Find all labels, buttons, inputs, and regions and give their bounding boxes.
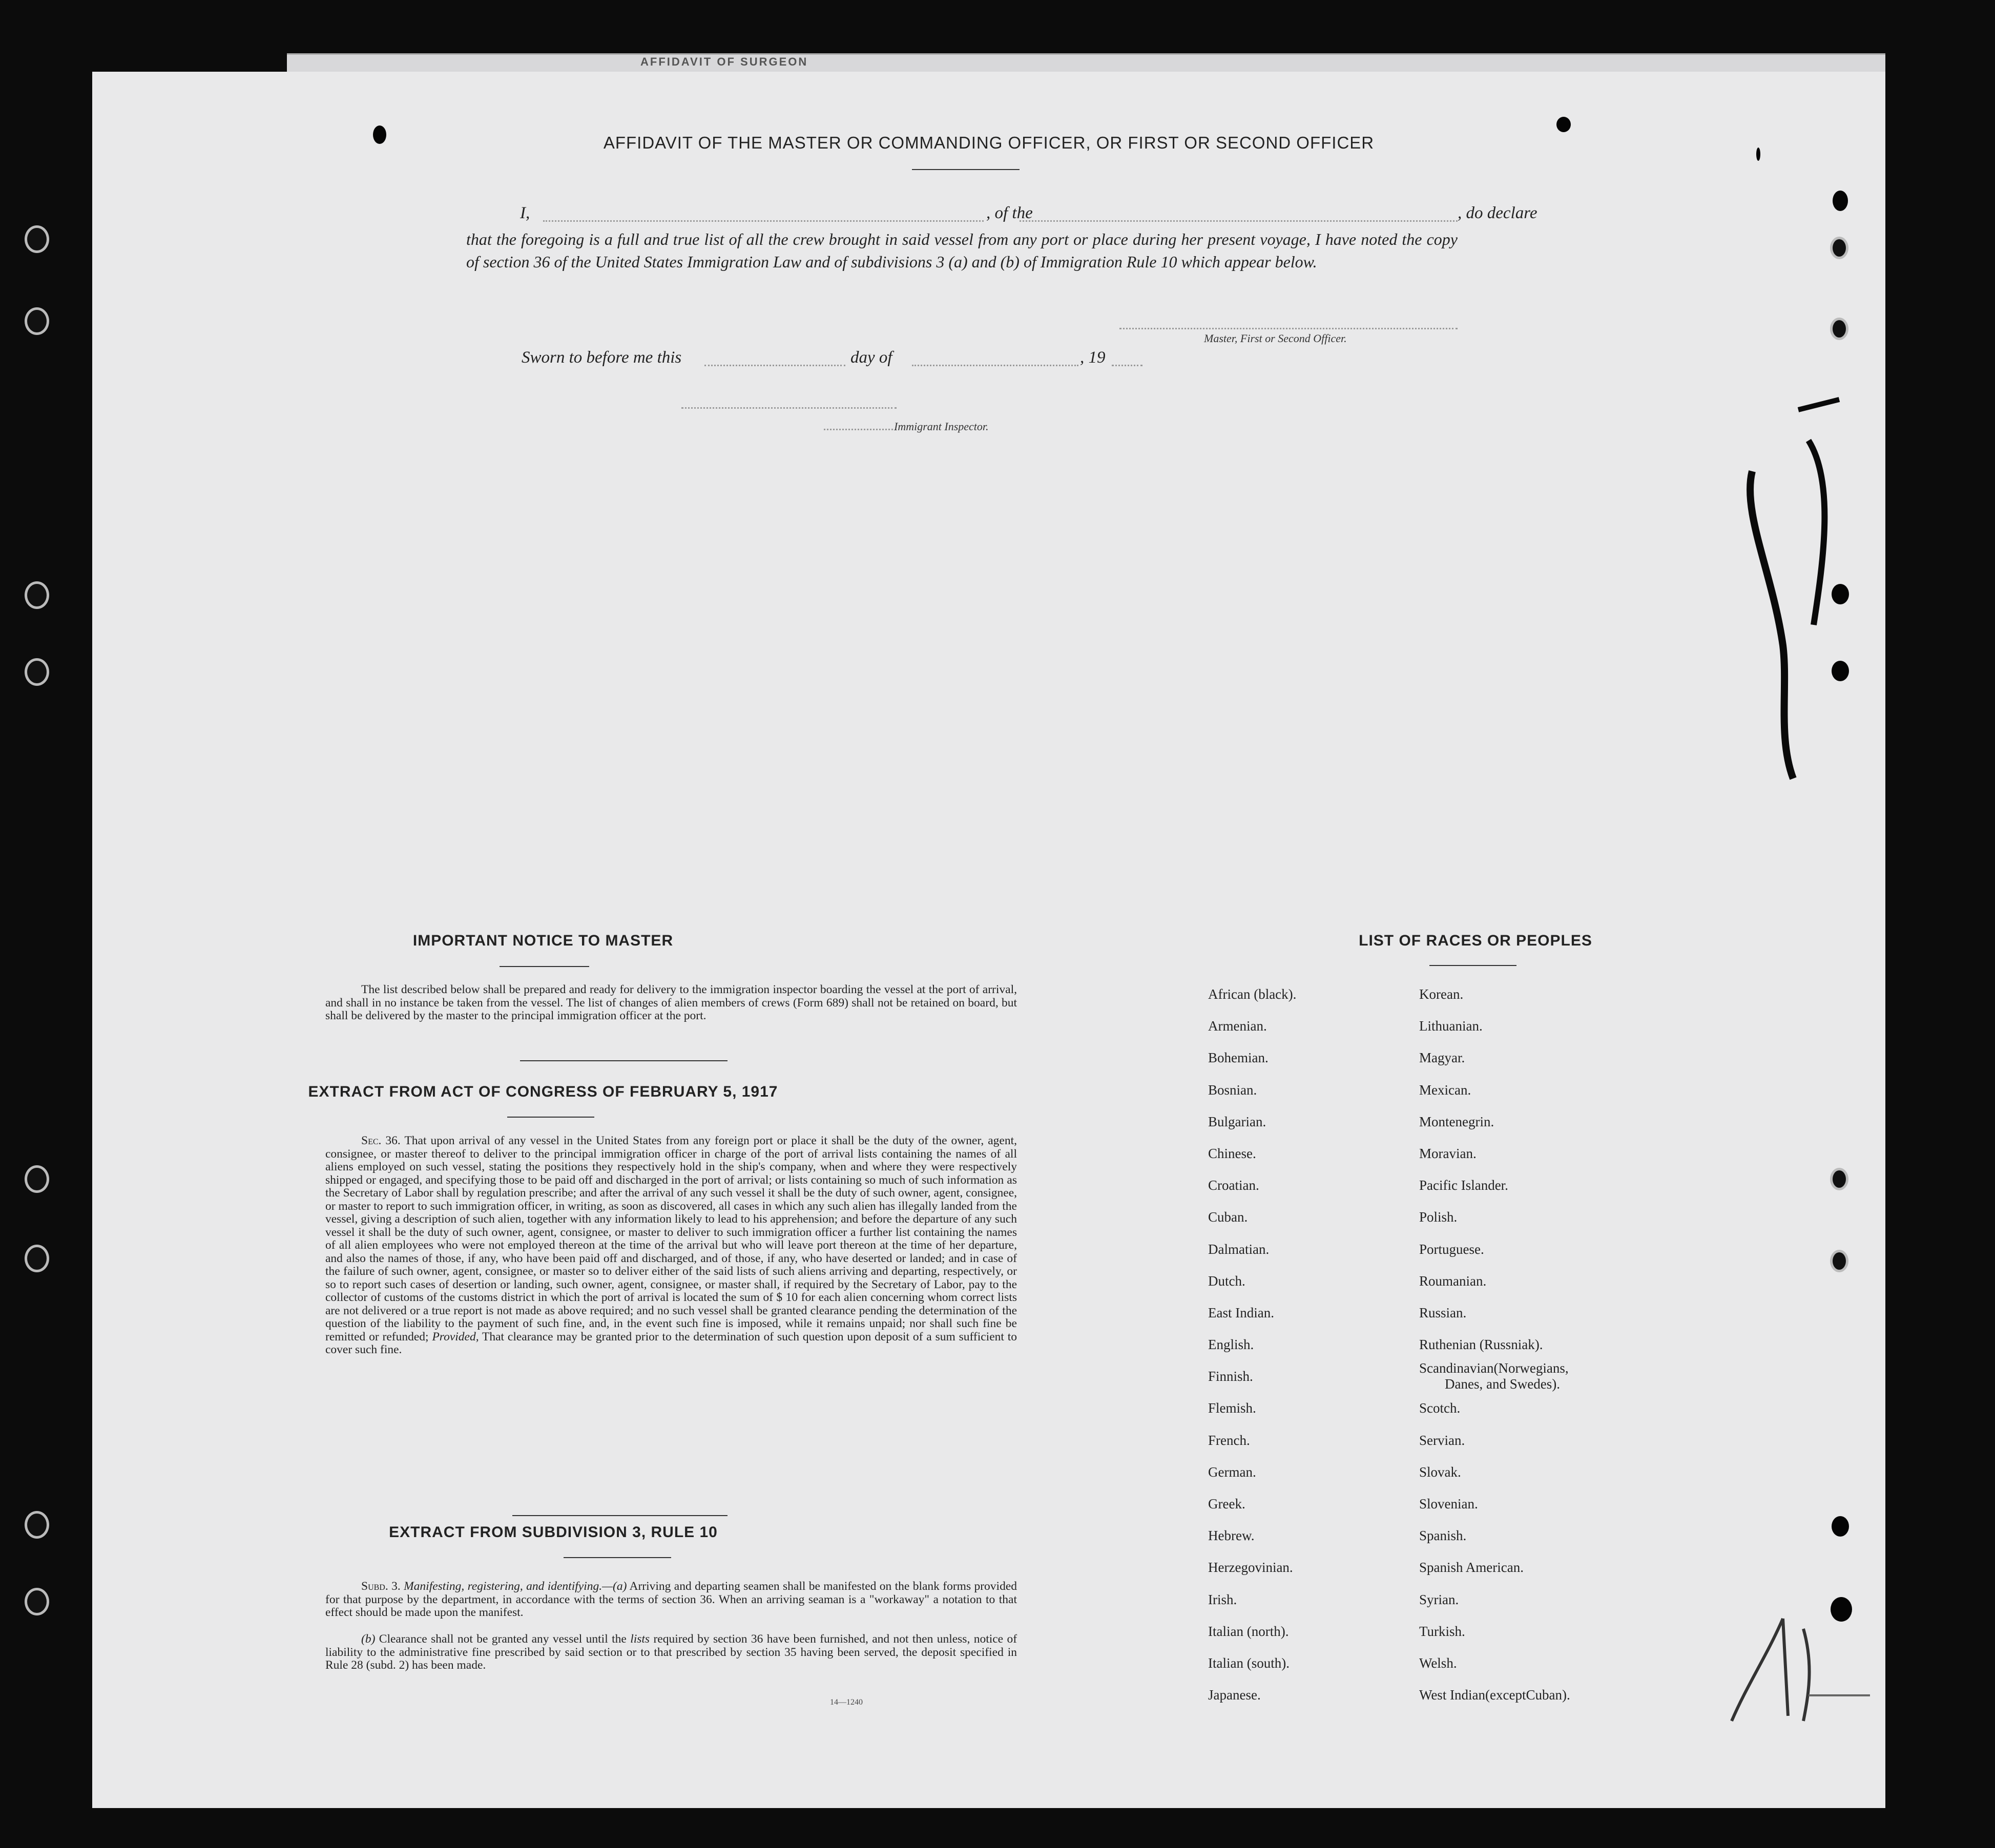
master-signature-line[interactable] bbox=[1119, 328, 1458, 329]
race-item: Montenegrin. bbox=[1419, 1114, 1494, 1129]
race-item: Korean. bbox=[1419, 986, 1464, 1002]
notice-divider bbox=[520, 1060, 728, 1061]
notice-title-underline bbox=[500, 966, 589, 967]
race-item: Danes, and Swedes). bbox=[1445, 1376, 1560, 1392]
race-item: West Indian(exceptCuban). bbox=[1419, 1687, 1570, 1703]
affidavit-title: AFFIDAVIT OF THE MASTER OR COMMANDING OFFICER, OR FIRST OR SECOND OFFICER bbox=[603, 133, 1375, 152]
punch-hole bbox=[1832, 1516, 1849, 1537]
binder-ring bbox=[25, 1245, 49, 1272]
ink-mark bbox=[1756, 148, 1760, 161]
sec-36-proviso: That clearance may be granted prior to the determination of such question upon deposit of a sum sufficient to cover such fine. bbox=[325, 1330, 1017, 1356]
race-item: Hebrew. bbox=[1208, 1528, 1255, 1544]
race-item: Cuban. bbox=[1208, 1209, 1248, 1225]
race-item: Russian. bbox=[1419, 1305, 1467, 1320]
punch-hole bbox=[1830, 318, 1848, 340]
race-item: Bulgarian. bbox=[1208, 1114, 1266, 1129]
sec-36-body: That upon arrival of any vessel in the United States from any foreign port or place it shall be the duty of the owner, agent, consignee, or master thereof to deliver to the principal immigration officer in charge of the port of arrival lists containing the names of all aliens employed on such vessel, stating the positions they respectively hold in the ship's company, when and where they were respectively shipped or engaged, and specifying those to be paid off and discharged in the port of arrival; or lists containing so much of such information as the Secretary of Labor shall by regulation prescribe; and after the arrival of any such vessel it shall be the duty of such owner, agent, consignee, or master to report to such immigration officer, in writing, as soon as discovered, all cases in which any such alien has illegally landed from the vessel, giving a description of such alien, together with any information likely to lead to his apprehension; and before the departure of any such vessel it shall be the duty of such owner, agent, consignee, or master to deliver to such immigration officer a further list containing the names of all alien employees who were not employed thereon at the time of the arrival but who will leave port thereon at the time of her departure, and also the names of those, if any, who have been paid off and discharged, and of those, if any, who have deserted or landed; and in case of the failure of such owner, agent, consignee, or master so to deliver either of the said lists of such aliens arriving and departing, respectively, or so to report such cases of desertion or landing, such owner, agent, consignee, or master shall, if required by the Secretary of Labor, pay to the collector of customs of the customs district in which the port of arrival is located the sum of $ 10 for each alien concerning whom correct lists are not delivered or a true report is not made as above required; and no such vessel shall be granted clearance pending the determination of the question of the liability to the payment of such fine, and, in the event such fine is imposed, while it remains unpaid; nor shall such fine be remitted or refunded; bbox=[325, 1134, 1017, 1343]
race-item: Italian (south). bbox=[1208, 1655, 1290, 1671]
vessel-blank[interactable] bbox=[1020, 220, 1458, 222]
race-item: Japanese. bbox=[1208, 1687, 1261, 1703]
race-item: African (black). bbox=[1208, 986, 1297, 1002]
title-underline bbox=[912, 169, 1020, 170]
race-item: Servian. bbox=[1419, 1432, 1465, 1448]
act-divider bbox=[512, 1515, 728, 1516]
race-item: Chinese. bbox=[1208, 1145, 1256, 1161]
race-item: Greek. bbox=[1208, 1496, 1245, 1511]
race-item: Bosnian. bbox=[1208, 1082, 1257, 1098]
race-item: Slovenian. bbox=[1419, 1496, 1478, 1511]
race-item: Dalmatian. bbox=[1208, 1241, 1270, 1257]
race-item: Syrian. bbox=[1419, 1591, 1459, 1607]
declaration-text: that the foregoing is a full and true list of all the crew brought in said vessel from any port or place during her present voyage, I have noted the copy of section 36 of the United States Immigration Law and of subdivisions 3 (a) and (b) of Immigration Rule 10 which appear below. bbox=[466, 230, 1458, 271]
year-label: , 19 bbox=[1080, 348, 1106, 367]
race-item: Italian (north). bbox=[1208, 1623, 1289, 1639]
binder-ring bbox=[25, 307, 49, 335]
race-item: English. bbox=[1208, 1337, 1254, 1353]
race-item: Scandinavian(Norwegians, bbox=[1419, 1360, 1569, 1376]
punch-hole bbox=[1830, 1250, 1848, 1272]
act-extract-text bbox=[325, 1135, 1017, 1357]
race-item: Slovak. bbox=[1419, 1464, 1461, 1480]
day-blank[interactable] bbox=[704, 365, 845, 366]
race-item: Spanish American. bbox=[1419, 1560, 1524, 1576]
race-item: Flemish. bbox=[1208, 1400, 1256, 1416]
subd-heading: Manifesting, registering, and identifying.—(a) bbox=[404, 1580, 627, 1593]
master-signature-caption: Master, First or Second Officer. bbox=[1204, 332, 1347, 345]
binder-ring bbox=[25, 658, 49, 686]
races-title-underline bbox=[1429, 965, 1516, 966]
punch-hole bbox=[1833, 191, 1848, 211]
binder-ring bbox=[25, 225, 49, 253]
rule-extract-text-b bbox=[325, 1633, 1017, 1672]
underlying-sheet-title: AFFIDAVIT OF SURGEON bbox=[640, 55, 808, 68]
race-item: German. bbox=[1208, 1464, 1256, 1480]
subd-text-b1: Clearance shall not be granted any vessel until the bbox=[379, 1632, 627, 1646]
of-the-label: , of the bbox=[986, 204, 1033, 222]
binder-ring bbox=[25, 1588, 49, 1615]
race-item: Finnish. bbox=[1208, 1369, 1253, 1384]
ink-blot bbox=[1556, 117, 1571, 132]
binder-ring bbox=[25, 1165, 49, 1193]
do-declare-label: , do declare bbox=[1458, 204, 1537, 222]
rule-extract-text-a bbox=[325, 1580, 1017, 1620]
race-item: Spanish. bbox=[1419, 1528, 1467, 1544]
race-item: Dutch. bbox=[1208, 1273, 1245, 1289]
act-title-underline bbox=[507, 1117, 594, 1118]
race-item: Croatian. bbox=[1208, 1178, 1259, 1193]
rule-extract-title: EXTRACT FROM SUBDIVISION 3, RULE 10 bbox=[389, 1524, 718, 1541]
race-item: Turkish. bbox=[1419, 1623, 1465, 1639]
inspector-dots bbox=[824, 429, 893, 430]
race-item: Armenian. bbox=[1208, 1018, 1267, 1034]
race-item: East Indian. bbox=[1208, 1305, 1274, 1320]
inspector-signature-line[interactable] bbox=[681, 407, 897, 409]
notice-text: The list described below shall be prepared and ready for delivery to the immigration inspector boarding the vessel at the port of arrival, and shall in no instance be taken from the vessel. The list of changes of alien members of crews (Form 689) shall not be retained on board, but shall be delivered by the master to the principal immigration officer at the port. bbox=[325, 983, 1017, 1022]
inspector-caption: Immigrant Inspector. bbox=[894, 420, 989, 433]
month-blank[interactable] bbox=[912, 365, 1078, 366]
race-item: Magyar. bbox=[1419, 1050, 1465, 1066]
name-blank[interactable] bbox=[543, 220, 984, 222]
subd-b-label: (b) bbox=[361, 1632, 376, 1646]
sec-36-label: Sec. 36. bbox=[361, 1134, 401, 1147]
punch-hole bbox=[1830, 1168, 1848, 1190]
i-label: I, bbox=[520, 204, 530, 222]
rule-title-underline bbox=[564, 1557, 671, 1558]
subd-label: Subd. 3. bbox=[361, 1580, 401, 1593]
handwritten-mark-icon bbox=[1721, 379, 1875, 840]
act-extract-title: EXTRACT FROM ACT OF CONGRESS OF FEBRUARY 5, 1917 bbox=[308, 1083, 778, 1100]
races-column-2 bbox=[1419, 978, 1570, 1711]
notice-title: IMPORTANT NOTICE TO MASTER bbox=[412, 932, 674, 949]
subd-text-a: Arriving and departing seamen shall be manifested on the blank forms provided for that purpose by the department, in accordance with the terms of section 36. When an arriving seaman is a "workaway" a notation to that effect should be made upon the manifest. bbox=[325, 1580, 1017, 1619]
race-item: Ruthenian (Russniak). bbox=[1419, 1337, 1543, 1353]
form-number: 14—1240 bbox=[830, 1698, 863, 1707]
year-blank[interactable] bbox=[1112, 365, 1142, 366]
race-item: Mexican. bbox=[1419, 1082, 1471, 1098]
race-item: Portuguese. bbox=[1419, 1241, 1484, 1257]
race-item: Bohemian. bbox=[1208, 1050, 1269, 1066]
provided-label: Provided, bbox=[432, 1330, 479, 1343]
race-item: Welsh. bbox=[1419, 1655, 1457, 1671]
ink-blot bbox=[373, 125, 386, 144]
lists-word: lists bbox=[630, 1632, 650, 1646]
race-item: Moravian. bbox=[1419, 1145, 1477, 1161]
day-of-label: day of bbox=[850, 348, 892, 367]
punch-hole bbox=[1830, 237, 1848, 259]
race-item: Pacific Islander. bbox=[1419, 1178, 1508, 1193]
race-item: Roumanian. bbox=[1419, 1273, 1487, 1289]
document-page bbox=[92, 72, 1885, 1808]
sworn-label: Sworn to before me this bbox=[522, 348, 682, 367]
race-item: Scotch. bbox=[1419, 1400, 1461, 1416]
binder-ring bbox=[25, 1511, 49, 1539]
races-column-1 bbox=[1208, 978, 1296, 1711]
race-item: Lithuanian. bbox=[1419, 1018, 1483, 1034]
race-item: Polish. bbox=[1419, 1209, 1458, 1225]
race-item: Irish. bbox=[1208, 1591, 1237, 1607]
race-item: Herzegovinian. bbox=[1208, 1560, 1293, 1576]
handwritten-signature-icon bbox=[1727, 1598, 1880, 1731]
race-item: French. bbox=[1208, 1432, 1250, 1448]
binder-ring bbox=[25, 581, 49, 609]
races-title: LIST OF RACES OR PEOPLES bbox=[1359, 932, 1592, 949]
subd-text-b2: required by section 36 have been furnished, and not then unless, notice of liability to the administrative fine prescribed by said section or to that prescribed by section 35 having been served, the deposit specified in Rule 28 (subd. 2) has been made. bbox=[325, 1632, 1017, 1672]
